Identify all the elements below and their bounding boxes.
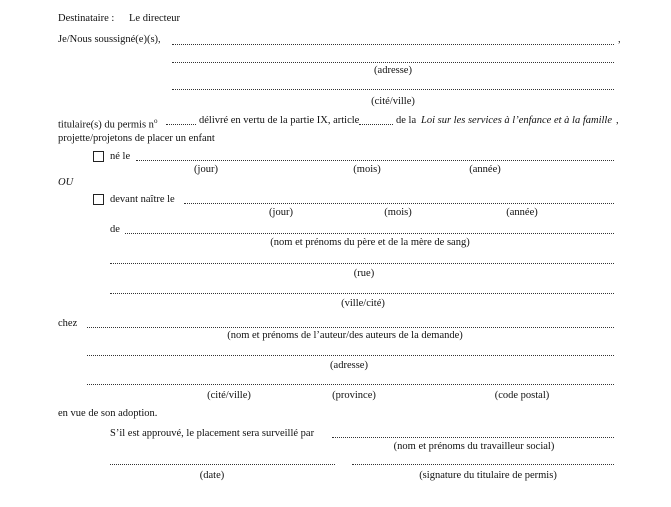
recipient-label: Destinataire : (58, 13, 115, 24)
applicants-name-field[interactable] (87, 327, 614, 328)
article-field[interactable] (359, 124, 393, 125)
date-caption: (date) (199, 470, 225, 481)
applicants-city-province-postal-field[interactable] (87, 384, 614, 385)
tobeborn-year-caption: (année) (506, 207, 538, 218)
permit-holder-text (58, 115, 157, 132)
date-field[interactable] (110, 464, 335, 465)
law-title: Loi sur les services à l’enfance et à la famille (421, 115, 613, 126)
born-month-caption: (mois) (353, 164, 381, 175)
placement-intent: projette/projetons de placer un enfant (58, 133, 215, 144)
birth-date-field[interactable] (136, 160, 614, 161)
born-label: né le (110, 151, 131, 162)
birth-parents-name-field[interactable] (125, 233, 614, 234)
parents-street-field[interactable] (110, 263, 614, 264)
law-name (421, 115, 612, 127)
city-field[interactable] (172, 89, 614, 90)
undersigned-label: Je/Nous soussigné(e)(s), (58, 34, 161, 45)
parents-city-caption: (ville/cité) (341, 298, 385, 309)
permit-number-field[interactable] (166, 124, 196, 125)
permit-number-degree: o (153, 117, 158, 125)
permit-part-text: délivré en vertu de la partie IX, article (199, 115, 360, 126)
parents-city-field[interactable] (110, 293, 614, 294)
tobeborn-month-caption: (mois) (384, 207, 412, 218)
applicants-caption: (nom et prénoms de l’auteur/des auteurs de la demande) (227, 330, 463, 341)
law-comma: , (616, 115, 619, 126)
applicants-province-caption: (province) (332, 390, 376, 401)
approval-text: S’il est approuvé, le placement sera surveillé par (110, 428, 315, 439)
to-be-born-checkbox[interactable] (93, 194, 104, 205)
street-caption: (rue) (353, 268, 375, 279)
parents-de-label: de (110, 224, 120, 235)
address-field[interactable] (172, 62, 614, 63)
applicants-city-caption: (cité/ville) (207, 390, 251, 401)
born-year-caption: (année) (469, 164, 501, 175)
signature-caption: (signature du titulaire de permis) (419, 470, 557, 481)
applicants-address-field[interactable] (87, 355, 614, 356)
undersigned-name-field[interactable] (172, 44, 614, 45)
chez-label: chez (58, 318, 78, 329)
trailing-comma: , (618, 34, 621, 45)
adoption-purpose: en vue de son adoption. (58, 408, 158, 419)
permit-number-label: titulaire(s) du permis n (58, 119, 154, 131)
expected-birth-date-field[interactable] (184, 203, 614, 204)
signature-field[interactable] (352, 464, 614, 465)
city-caption: (cité/ville) (371, 96, 415, 107)
applicants-address-caption: (adresse) (330, 360, 368, 371)
to-be-born-label: devant naître le (110, 194, 175, 205)
recipient-value: Le directeur (129, 13, 181, 24)
address-caption: (adresse) (374, 65, 412, 76)
tobeborn-day-caption: (jour) (269, 207, 293, 218)
law-prefix: de la (396, 115, 417, 126)
social-worker-caption: (nom et prénoms du travailleur social) (393, 441, 555, 452)
social-worker-field[interactable] (332, 437, 614, 438)
birth-parents-caption: (nom et prénoms du père et de la mère de sang) (270, 237, 470, 248)
applicants-postal-caption: (code postal) (494, 390, 550, 401)
born-checkbox[interactable] (93, 151, 104, 162)
or-label: OU (58, 177, 74, 188)
born-day-caption: (jour) (194, 164, 218, 175)
